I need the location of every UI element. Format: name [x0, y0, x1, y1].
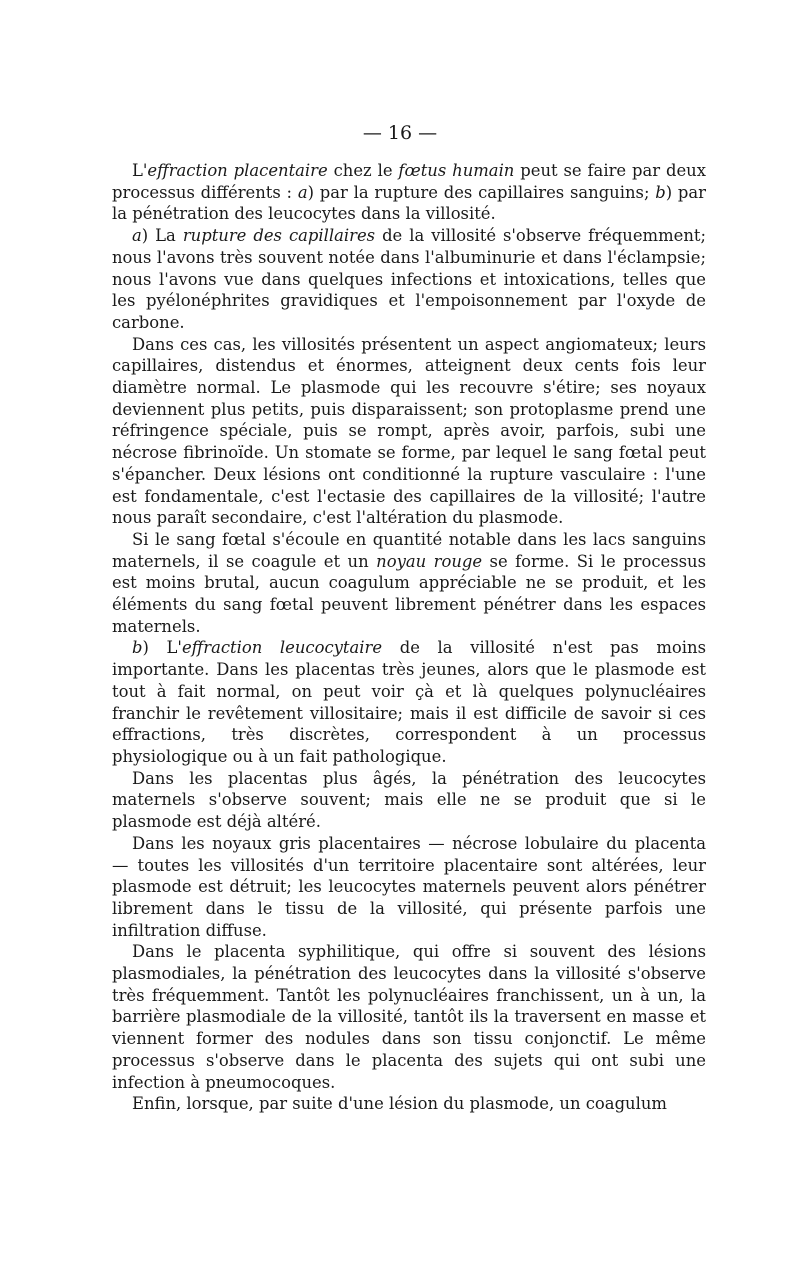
- paragraph: [112, 637, 706, 767]
- italic-text: a: [132, 226, 142, 246]
- body-text: [112, 160, 706, 1115]
- paragraph: [112, 768, 706, 833]
- text-run: ) La: [141, 226, 183, 246]
- page-number: — 16 —: [362, 122, 438, 144]
- italic-text: effraction leucocytaire: [181, 638, 383, 658]
- paragraph: [112, 1093, 706, 1115]
- paragraph: [112, 160, 706, 225]
- italic-text: b: [132, 638, 143, 658]
- text-run: Si le sang fœtal s'écoule en quantité notable dans les lacs sanguins maternels, il se coagule et un: [112, 529, 706, 571]
- text-run: chez le: [327, 161, 399, 180]
- text-run: se forme. Si le processus est moins brutal, aucun coagulum appréciable ne se produit, et les éléments du sang fœtal peuvent librement pénétrer dans les espaces maternels.: [112, 551, 706, 636]
- text-run: ) L': [142, 638, 182, 658]
- italic-text: effraction placentaire: [147, 161, 328, 180]
- italic-text: fœtus humain: [398, 161, 515, 180]
- text-run: peut se faire par deux processus différents :: [112, 161, 706, 202]
- italic-text: noyau rouge: [376, 551, 483, 571]
- paragraph: [112, 225, 706, 334]
- text-run: ) par la pénétration des leucocytes dans la villosité.: [112, 182, 706, 224]
- italic-text: a: [297, 182, 308, 202]
- text-run: Dans ces cas, les villosités présentent un aspect angiomateux; leurs capillaires, distendus et énormes, atteignent deux cents fois leur diamètre normal. Le plasmode qui les recouvre s'étire; ses noyaux deviennent plus petits, puis disparaissent; son protoplasme prend une réfringence spéciale, puis se rompt, après avoir, parfois, subi une nécrose fibrinoïde. Un stomate se forme, par lequel le sang fœtal peut s'épancher. Deux lésions ont conditionné la rupture vasculaire : l'une est fondamentale, c'est l'ectasie des capillaires de la villosité; l'autre nous paraît secondaire, c'est l'altération du plasmode.: [112, 334, 706, 528]
- text-run: L': [132, 161, 148, 180]
- text-run: de la villosité n'est pas moins importante. Dans les placentas très jeunes, alors que le plasmode est tout à fait normal, on peut voir çà et là quelques polynucléaires franchir le revêtement villositaire; mais il est difficile de savoir si ces effractions, très discrètes, correspondent à un processus physiologique ou à un fait pathologique.: [112, 638, 706, 766]
- text-run: de la villosité s'observe fréquemment; nous l'avons très souvent notée dans l'albuminurie et dans l'éclampsie; nous l'avons vue dans quelques infections et intoxications, telles que les pyélonéphrites gravidiques et l'empoisonnement par l'oxyde de carbone.: [112, 226, 706, 332]
- text-run: Dans les placentas plus âgés, la pénétration des leucocytes maternels s'observe souvent; mais elle ne se produit que si le plasmode est déjà altéré.: [112, 768, 706, 832]
- text-run: Dans les noyaux gris placentaires — nécrose lobulaire du placenta — toutes les villosités d'un territoire placentaire sont altérées, leur plasmode est détruit; les leucocytes maternels peuvent alors pénétrer librement dans le tissu de la villosité, qui présente parfois une infiltration diffuse.: [112, 833, 706, 940]
- paragraph: [112, 941, 706, 1093]
- text-run: Dans le placenta syphilitique, qui offre si souvent des lésions plasmodiales, la pénétration des leucocytes dans la villosité s'observe très fréquemment. Tantôt les polynucléaires franchissent, un à un, la barrière plasmodiale de la villosité, tantôt ils la traversent en masse et viennent former des nodules dans son tissu conjonctif. Le même processus s'observe dans le placenta des sujets qui ont subi une infection à pneumocoques.: [112, 942, 706, 1092]
- text-run: ) par la rupture des capillaires sanguins;: [307, 182, 656, 202]
- paragraph: [112, 334, 706, 529]
- text-run: Enfin, lorsque, par suite d'une lésion du plasmode, un coagulum: [132, 1094, 667, 1114]
- italic-text: b: [655, 182, 666, 202]
- italic-text: rupture des capillaires: [182, 226, 376, 246]
- paragraph: [112, 833, 706, 942]
- paragraph: [112, 529, 706, 638]
